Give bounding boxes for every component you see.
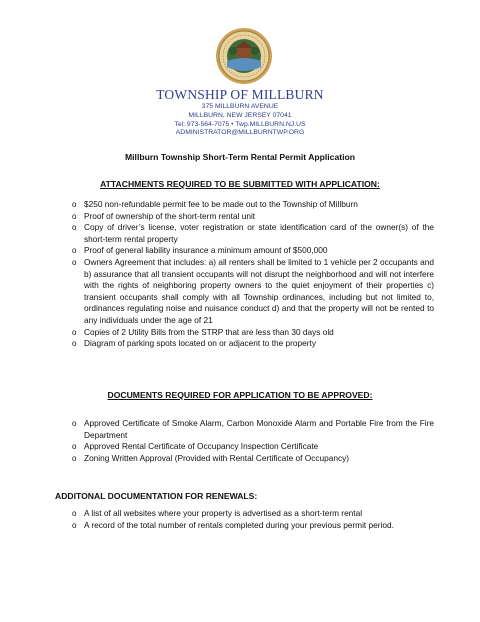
list-item: o $250 non-refundable permit fee to be made out to the Township of Millburn bbox=[72, 199, 434, 211]
list-item: o Owners Agreement that includes: a) all renters shall be limited to 1 vehicle per 2 occupants and b) assurance that all transient occupants will not disrupt the neighborhood and will not interfere with the rights of neighboring property owners to the quiet enjoyment of their properties c) transient occupants shall comply with all Township ordinances, including but not limited to, ordinances regulating noise and nuisance conduct d) and that the property will not be rented to any individuals under the age of 21 bbox=[72, 257, 434, 327]
list-item: o Copies of 2 Utility Bills from the STRP that are less than 30 days old bbox=[72, 327, 434, 339]
attachments-list bbox=[72, 199, 434, 350]
renewal-documents-list bbox=[72, 508, 434, 531]
list-item: o Approved Rental Certificate of Occupancy Inspection Certificate bbox=[72, 441, 434, 453]
approval-documents-list bbox=[72, 418, 434, 464]
list-item: o Zoning Written Approval (Provided with Rental Certificate of Occupancy) bbox=[72, 453, 434, 465]
list-item: o Diagram of parking spots located on or adjacent to the property bbox=[72, 338, 434, 350]
approval-heading: DOCUMENTS REQUIRED FOR APPLICATION TO BE APPROVED: bbox=[107, 390, 373, 400]
list-item: o Approved Certificate of Smoke Alarm, Carbon Monoxide Alarm and Portable Fire from the Fire Department bbox=[72, 418, 434, 441]
list-item: o Proof of general liability insurance a minimum amount of $500,000 bbox=[72, 245, 434, 257]
list-item: o Proof of ownership of the short-term rental unit bbox=[72, 211, 434, 223]
list-item: o A record of the total number of rentals completed during your previous permit period. bbox=[72, 520, 434, 532]
org-contact: Tel: 973-564-7075 • Twp.MILLBURN.NJ.US bbox=[174, 121, 306, 128]
org-address: 375 MILLBURN AVENUE bbox=[201, 103, 279, 110]
attachments-heading: ATTACHMENTS REQUIRED TO BE SUBMITTED WITH APPLICATION: bbox=[100, 179, 380, 189]
list-item: o A list of all websites where your property is advertised as a short-term rental bbox=[72, 508, 434, 520]
org-email: ADMINISTRATOR@MILLBURNTWP.ORG bbox=[175, 129, 305, 136]
org-name: TOWNSHIP OF MILLBURN bbox=[156, 87, 324, 102]
org-city: MILLBURN, NEW JERSEY 07041 bbox=[188, 112, 292, 119]
township-seal-icon bbox=[215, 27, 273, 85]
document-title: Millburn Township Short-Term Rental Permit Application bbox=[125, 152, 355, 162]
renewals-heading: ADDITONAL DOCUMENTATION FOR RENEWALS: bbox=[55, 491, 258, 501]
list-item: o Copy of driver’s license, voter registration or state identification card of the owner(s) of the short-term rental property bbox=[72, 222, 434, 245]
